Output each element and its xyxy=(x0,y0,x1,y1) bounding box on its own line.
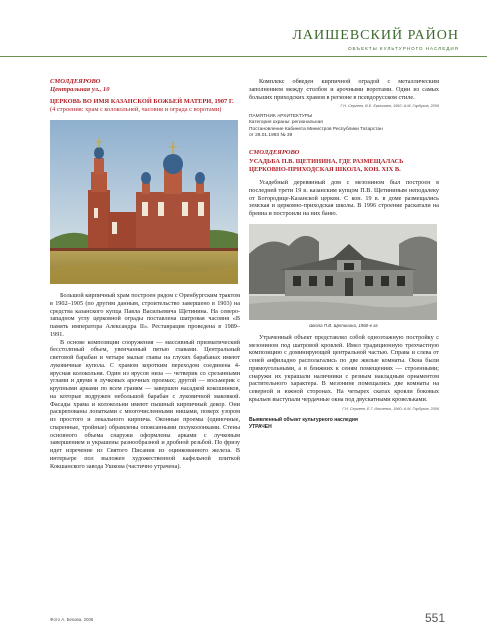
lost-status-block xyxy=(249,417,439,431)
school-photo xyxy=(249,224,437,320)
entry1-paragraph: В основе композиции сооружения — массивный призматический бесстолпный объем, увенчанный пятью главами. Центральный световой барабан и четыре малые главы на глухих барабанах имеют луковичные купола. С храмом коротким переходом соединена 4-ярусная колокольня. Один из ярусов низа — четверик со срезанными углами и двумя в лучковых арочных проемах; другой — восьмерик с крупными арками по всем граням — завершен насадкой кокошников, на которые водружен небольшой барабан с луковичной маковкой. Фасады храма и колокольни имеют пышный кирпичный декор. Они раскрепованы лопатками с многочисленными нишами, поверх узором из простого и лекального кирпича. Оконные проемы (одиночные, спаренные, тройные) обрамлены опоясанными полуколонками. Стены основного объема снаружи оформлены арками с лучковым завершением и украшены разнообразной и дробной резьбой. По фризу идет изречение из Святого Писания из оцинкованного железа. В интерьере пол выложен художественной кафельной плиткой Кокшанского завода Ушкова (частично утрачена). xyxy=(50,338,240,470)
entry1-heading: ЦЕРКОВЬ ВО ИМЯ КАЗАНСКОЙ БОЖЬЕЙ МАТЕРИ, 1907 Г. xyxy=(50,98,234,105)
entry2-body2 xyxy=(249,334,439,404)
monument-category: Категория охраны: региональная xyxy=(249,120,323,126)
monument-decree: Постановление Кабинета Министров Республики Татарстан xyxy=(249,126,383,132)
monument-decree-date: от 28.01.1993 № 39 xyxy=(249,132,293,138)
monument-info xyxy=(249,114,439,139)
page-number: 551 xyxy=(424,611,445,625)
entry1-street: Центральная ул., 10 xyxy=(50,86,110,93)
church-photo xyxy=(50,120,238,284)
entry2-location: СМОЛДЕЯРОВО xyxy=(249,149,300,157)
header-divider xyxy=(0,56,487,57)
lost-label: Выявленный объект культурного наследия xyxy=(249,416,358,423)
entry1-paragraph: Большой кирпичный храм построен рядом с Оренбургским трактом в 1902–1905 (по другим данным, строительство завершено в 1903) на средства казанского купца Павла Васильевича Щетинина. На северо-западном углу церковной ограды поставлена шатровая часовня «В память императора Александра II». Реставрация проведена в 1989–1991. xyxy=(50,292,240,338)
photo-credit: Фото А. Бекова, 2006 xyxy=(50,617,94,622)
district-title: ЛАИШЕВСКИЙ РАЙОН xyxy=(292,28,459,43)
entry1-continuation xyxy=(249,78,439,101)
lost-status: УТРАЧЕН xyxy=(249,423,272,430)
entry1-location: СМОЛДЕЯРОВО xyxy=(50,78,101,85)
monument-type: ПАМЯТНИК АРХИТЕКТУРЫ xyxy=(249,114,313,120)
entry1-subheading: (4 строения: храм с колокольней, часовня и ограда с воротами) xyxy=(50,106,222,113)
entry1-body xyxy=(50,292,240,470)
entry2-paragraph: Усадебный деревянный дом с мезонином был построен в последней трети 19 в. казанским купцом П.В. Щетининым неподалеку от Богородице-Казанской церкви. С кон. 19 в. в доме размещались земская и церковно-приходская школы. В 1996 строение раскатали на бревна и построили на них баню. xyxy=(249,179,439,218)
page-header xyxy=(292,28,459,51)
entry2-paragraph: Утраченный объект представлял собой одноэтажную постройку с мезонином под шатровой кровлей. Имел традиционную трехчастную композицию с доминирующей центральной частью. Справа и слева от сеней анфиладно располагались по две жилые комнаты. Окна были прямоугольными, а в ближних к сеням помещениях — строенными; снаружи их украшали наличники с резным накладным орнаментом растительного характера. В мезонине помещались две комнаты на северной и южной сторонах. На четырех скатах кровли боковых крыльев выступали чердачные окна под двускатными кровельками. xyxy=(249,333,439,403)
entry2-body1 xyxy=(249,179,439,218)
entry1-credit: Г.Н. Сергеев, В.Е. Ермолаев, 1992; А.М. Гарбузов, 2006 xyxy=(340,104,439,109)
entry2-heading: УСАДЬБА П.В. ЩЕТИНИНА, ГДЕ РАЗМЕЩАЛАСЬ ЦЕРКОВНО-ПРИХОДСКАЯ ШКОЛА, КОН. XIX В. xyxy=(249,158,404,174)
left-column xyxy=(50,78,240,470)
district-subtitle: ОБЪЕКТЫ КУЛЬТУРНОГО НАСЛЕДИЯ xyxy=(347,46,459,51)
entry1-cont-paragraph: Комплекс обведен кирпичной оградой с металлическим заполнением между столбов и арочными воротами. Один из самых больших приходских храмов в регионе в псевдорусском стиле. xyxy=(249,78,439,101)
right-column xyxy=(249,78,439,431)
entry2-credit: Г.Н. Сергеев, Е.Г. Ильченко, 1960; А.М. Гарбузов, 2006 xyxy=(342,406,439,411)
school-photo-caption: Школа П.В. Щетинина, 1960-е гг. xyxy=(309,322,379,328)
